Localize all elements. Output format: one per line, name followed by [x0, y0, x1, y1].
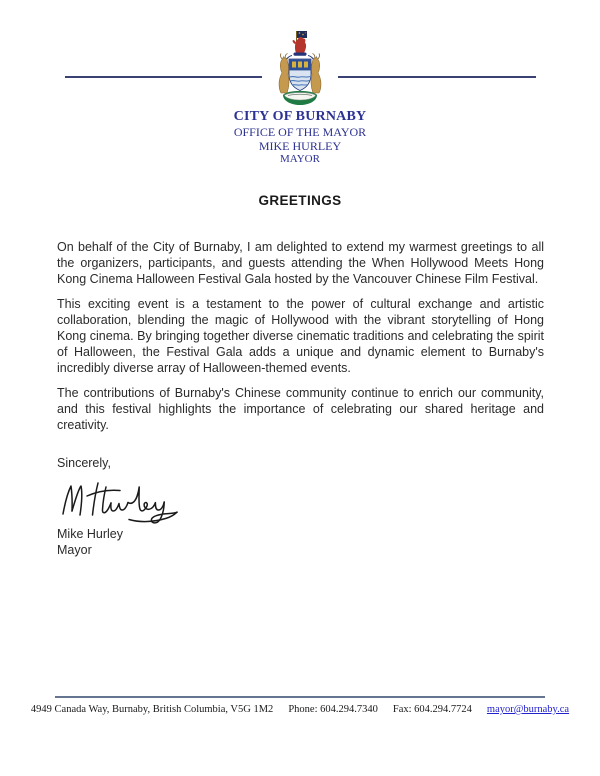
footer-divider-line — [55, 696, 545, 698]
paragraph-2: This exciting event is a testament to the power of cultural exchange and artistic collaboration, blending the magic of Hollywood with the vibrant storytelling of Hong Kong cinema. By bringing together diverse cinematic traditions and celebrating the spirit of Halloween, the Festival Gala adds a unique and dynamic element to Burnaby's incredibly diverse array of Halloween-themed events. — [57, 297, 544, 375]
paragraph-3: The contributions of Burnaby's Chinese community continue to enrich our community, and this festival highlights the importance of celebrating our shared heritage and creativity. — [57, 386, 544, 432]
org-mayor-name: MIKE HURLEY — [258, 139, 342, 153]
city-crest — [262, 30, 338, 110]
org-mayor-title: MAYOR — [280, 153, 320, 165]
burnaby-coat-of-arms-icon — [270, 30, 330, 110]
signer-name: Mike Hurley — [57, 527, 123, 541]
paragraph-1: On behalf of the City of Burnaby, I am delighted to extend my warmest greetings to all the organizers, participants, and guests attending the When Hollywood Meets Hong Kong Cinema Halloween Festival Gala hosted by the Vancouver Chinese Film Festival. — [57, 240, 544, 286]
signer-title: Mayor — [57, 543, 92, 557]
org-office: OFFICE OF THE MAYOR — [233, 125, 367, 139]
org-name: CITY OF BURNABY — [233, 109, 367, 124]
footer-contact-line — [0, 704, 600, 715]
footer-email-link[interactable]: mayor@burnaby.ca — [486, 704, 570, 715]
footer-fax: Fax: 604.294.7724 — [392, 704, 472, 715]
footer-phone: Phone: 604.294.7340 — [288, 704, 378, 715]
letter-heading: GREETINGS — [258, 193, 342, 208]
footer-address: 4949 Canada Way, Burnaby, British Columbia, V5G 1M2 — [30, 704, 274, 715]
letter-body — [57, 239, 544, 558]
letterhead — [0, 109, 600, 166]
handwritten-signature — [59, 476, 184, 524]
closing-salutation: Sincerely, — [57, 456, 111, 470]
